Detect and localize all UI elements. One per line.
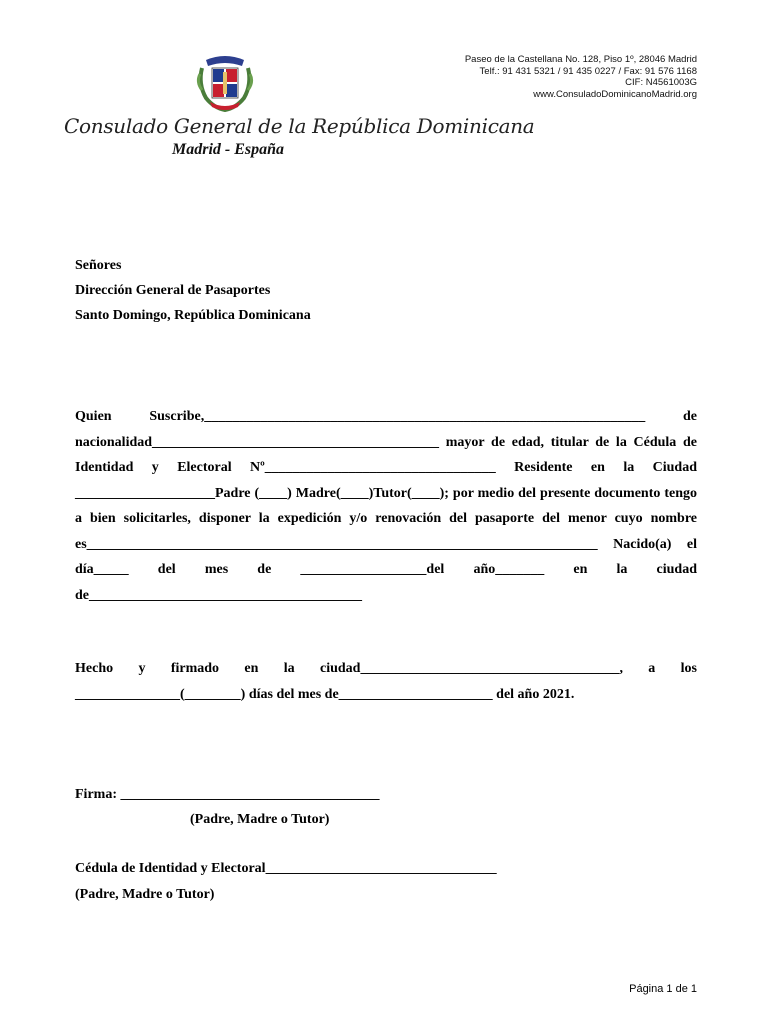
recipient-location: Santo Domingo, República Dominicana [75,308,311,323]
cedula-field: Cédula de Identidad y Electoral_________________________________ [75,861,497,876]
request-paragraph: Quien Suscribe,_______________________________________________________________ de nacionalidad_________________________________________ mayor de edad, titular de la Cédula de Identidad y Electoral Nº_________________________________ Residente en la Ciudad ____________________Padre (____) Madre(____)Tutor(____); por medio del presente documento tengo a bien solicitarles, disponer la expedición y/o renovación del pasaporte del menor cuyo nombre es_________________________________________________________________________ Nacido(a) el día_____ del mes de __________________del año_______ en la ciudad de_______________________________________ [75,409,697,603]
signature-field: Firma: _____________________________________ [75,787,380,802]
cedula-role: (Padre, Madre o Tutor) [75,887,215,902]
contact-info [465,54,697,100]
website-link[interactable]: www.ConsuladoDominicanoMadrid.org [533,88,697,100]
signature-role: (Padre, Madre o Tutor) [190,812,330,827]
recipient-office: Dirección General de Pasaportes [75,283,271,298]
salutation: Señores [75,258,122,273]
consulate-name: Consulado General de la República Dominicana [64,114,535,138]
address-line: Paseo de la Castellana No. 128, Piso 1º, 28046 Madrid [464,54,697,65]
cif-line: CIF: N4561003G [625,77,697,88]
city-country: Madrid - España [172,141,285,158]
phone-fax-line: Telf.: 91 431 5321 / 91 435 0227 / Fax: 91 576 1168 [479,65,697,77]
signed-place-paragraph: Hecho y firmado en la ciudad_____________________________________, a los _______________(________) días del mes de______________________ del año 2021. [75,661,697,702]
dominican-coat-of-arms-icon [192,54,258,114]
page-number: Página 1 de 1 [629,983,697,995]
